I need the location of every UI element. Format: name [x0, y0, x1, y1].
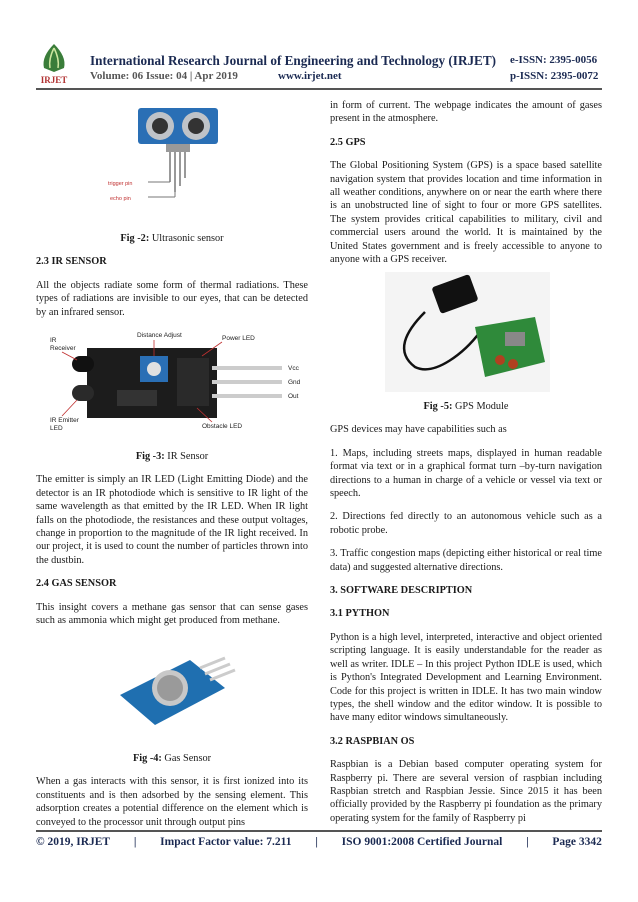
p-issn: p-ISSN: 2395-0072 — [510, 70, 599, 82]
paragraph-python: Python is a high level, interpreted, interactive and object oriented scripting language. It is easily understandable for the reader as well as writer. IDLE – In this project Python IDLE is used, which is Python's Integrated Development and Learning Environment. Code for this project is written in IDLE. It has two main window types, the shell window and the editor window. It is possible to have many editor windows simultaneously. — [330, 631, 602, 724]
paragraph-gps-capabilities: GPS devices may have capabilities such as — [330, 424, 507, 436]
section-2-5-heading: 2.5 GPS — [330, 136, 366, 148]
fig4-caption: Fig -4: Gas Sensor — [132, 753, 212, 764]
ir-emitter-label-2: LED — [50, 425, 63, 432]
page-number: Page 3342 — [552, 836, 602, 848]
section-3-2-heading: 3.2 RASPBIAN OS — [330, 735, 415, 747]
section-2-3-heading: 2.3 IR SENSOR — [36, 256, 107, 268]
footer-separator: | — [133, 836, 137, 848]
trigger-pin-label: trigger pin — [108, 181, 133, 187]
obstacle-led-label: Obstacle LED — [202, 423, 243, 430]
page-footer — [36, 836, 602, 848]
fig5-caption: Fig -5: GPS Module — [423, 401, 509, 412]
paragraph-ir-emitter: The emitter is simply an IR LED (Light Emitting Diode) and the detector is an IR photodiode which is sensitive to IR light of the same wavelength as that emitted by the IR LED. When IR light falls on the photodiode, the resistances and these output voltages, change in proportion to the magnitude of the IR light received. In our project, it is used to count the number of particles thrown into the dustbin. — [36, 474, 308, 566]
section-3-1-heading: 3.1 PYTHON — [330, 608, 390, 620]
section-3-heading: 3. SOFTWARE DESCRIPTION — [330, 585, 473, 597]
footer-separator: | — [315, 836, 318, 848]
paragraph-current: in form of current. The webpage indicates the amount of gases present in the atmosphere. — [330, 100, 602, 125]
footer-divider — [36, 830, 602, 832]
section-2-4-heading: 2.4 GAS SENSOR — [36, 578, 117, 590]
ir-receiver-label-2: Receiver — [50, 345, 76, 352]
echo-pin-label: echo pin — [110, 196, 131, 202]
distance-adjust-label: Distance Adjust — [137, 332, 182, 339]
footer-separator: | — [526, 836, 529, 848]
impact-factor: Impact Factor value: 7.211 — [160, 836, 292, 848]
irjet-logo-icon — [36, 42, 72, 86]
list-item: 1. Maps, including streets maps, displayed in human readable format via text or in a graphical format turn –by-turn navigation directions to a human in charge of a vehicle or vessel via text or speech. — [330, 447, 602, 500]
ir-emitter-label: IR Emitter — [50, 417, 79, 424]
paragraph-gas-ionize: When a gas interacts with this sensor, it is first ionized into its constituents and is then adsorbed by the sensing element. This adsorption creates a potential difference on the element which is conveyed to the processor unit through output pins — [36, 776, 308, 828]
paragraph-raspbian: Raspbian is a Debian based computer operating system for Raspberry pi. There are several version of raspbian including Raspbian stretch and Raspbian Jessie. Since 2015 it has been officially provided by the Raspberry pi foundation as the primary operating system for the family of Raspberry pi — [330, 759, 602, 824]
gps-module-figure — [385, 272, 550, 392]
out-label: Out — [288, 393, 299, 400]
page-header — [0, 0, 638, 92]
fig3-caption: Fig -3: IR Sensor — [135, 451, 209, 462]
power-led-label: Power LED — [222, 335, 255, 342]
paragraph-gps: The Global Positioning System (GPS) is a space based satellite navigation system that provides location and time information in all weather conditions, anywhere on or near the earth where there is an unobstructed line of sight to four or more GPS satellites. The system provides critical capabilities to military, civil and commercial users around the world. It is maintained by the United States government and is freely accessible to anyone to anyone with a GPS receiver. — [330, 160, 602, 266]
ultrasonic-sensor-figure — [100, 100, 250, 225]
list-item: 3. Traffic congestion maps (depicting either historical or real time data) and suggested alternative directions. — [330, 548, 602, 573]
ir-sensor-figure — [42, 330, 307, 435]
paragraph-gas-intro: This insight covers a methane gas sensor that can sense gases such as ammonia which might get produced from methane. — [36, 601, 308, 627]
paragraph-ir-intro: All the objects radiate some form of thermal radiations. These types of radiations are invisible to our eyes, that can be detected by an infrared sensor. — [36, 279, 308, 318]
e-issn: e-ISSN: 2395-0056 — [510, 54, 598, 66]
fig2-caption: Fig -2: Ultrasonic sensor — [120, 233, 224, 244]
vcc-label: Vcc — [288, 365, 299, 372]
list-item: 2. Directions fed directly to an autonomous vehicle such as a robotic probe. — [330, 511, 602, 536]
ir-receiver-label: IR — [50, 337, 57, 344]
iso-certification: ISO 9001:2008 Certified Journal — [341, 836, 503, 848]
volume-issue: Volume: 06 Issue: 04 | Apr 2019 — [90, 70, 238, 82]
website-link[interactable]: www.irjet.net — [278, 70, 342, 82]
gas-sensor-figure — [110, 650, 240, 730]
copyright: © 2019, IRJET — [36, 836, 111, 848]
svg-text:IRJET: IRJET — [40, 75, 68, 85]
journal-title: International Research Journal of Engineering and Technology (IRJET) — [90, 53, 497, 68]
header-divider — [36, 88, 602, 90]
gnd-label: Gnd — [288, 379, 301, 386]
